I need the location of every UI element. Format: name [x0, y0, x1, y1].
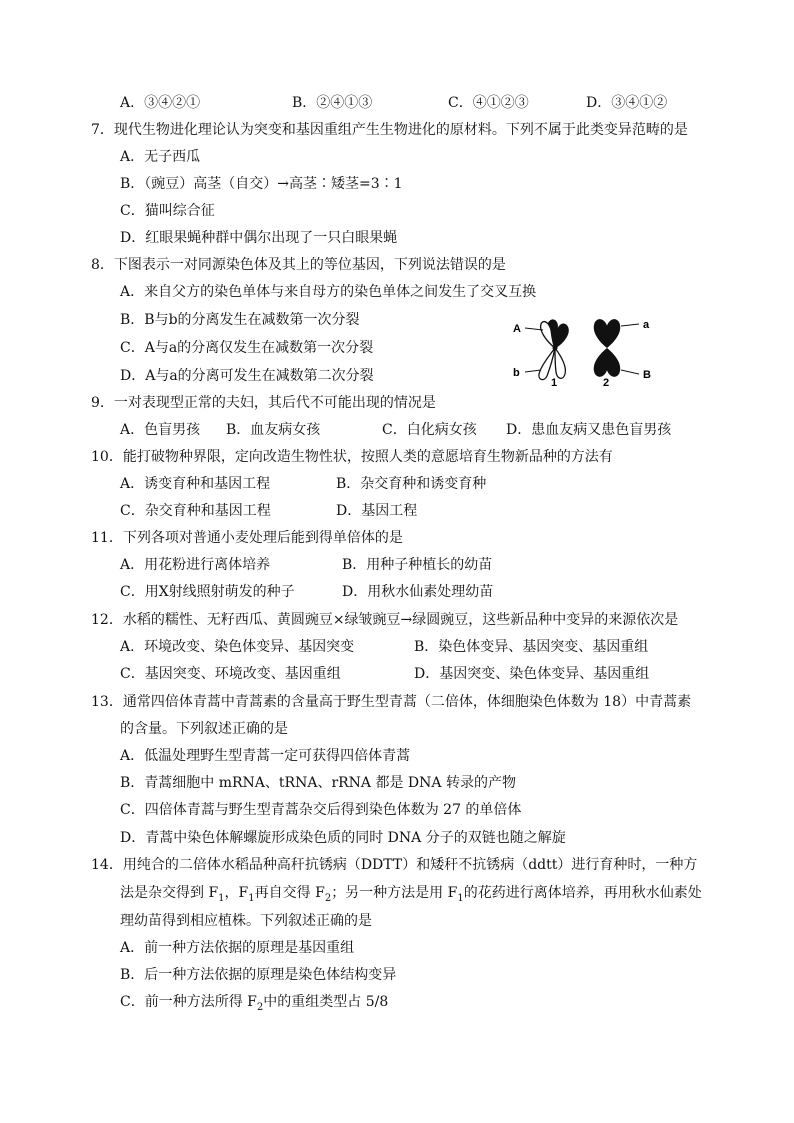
- q8-option-d: D．A与a的分离可发生在减数第二次分裂: [120, 368, 374, 384]
- q9-option-c: C．白化病女孩: [382, 422, 477, 438]
- chromosome-2: [594, 319, 639, 377]
- q13-option-a: A．低温处理野生型青蒿一定可获得四倍体青蒿: [120, 748, 411, 764]
- q8-option-c: C．A与a的分离仅发生在减数第一次分裂: [120, 340, 374, 356]
- q7-option-c: C．猫叫综合征: [120, 203, 215, 219]
- q9-stem: 9．一对表现型正常的夫妇，其后代不可能出现的情况是: [91, 395, 436, 411]
- figure-label-2: 2: [603, 377, 610, 387]
- q9-option-d: D．患血友病又患色盲男孩: [506, 422, 672, 438]
- figure-label-b: b: [513, 367, 520, 379]
- chromosome-1: [525, 320, 568, 380]
- q13-stem-line2: 的含量。下列叙述正确的是: [120, 721, 288, 737]
- figure-label-B: B: [643, 369, 651, 381]
- q6-option-d: D．③④①②: [586, 95, 668, 111]
- q14-option-b: B．后一种方法依据的原理是染色体结构变异: [120, 967, 397, 983]
- q6-option-c: C．④①②③: [448, 95, 529, 111]
- q10-option-d: D．基因工程: [336, 503, 418, 519]
- q7-option-b: B．（豌豆）高茎（自交）→高茎∶矮茎=3∶1: [120, 176, 403, 192]
- q13-option-c: C．四倍体青蒿与野生型青蒿杂交后得到染色体数为 27 的单倍体: [120, 802, 522, 818]
- q11-option-b: B．用种子种植长的幼苗: [342, 557, 493, 573]
- q8-option-a: A．来自父方的染色单体与来自母方的染色单体之间发生了交叉互换: [120, 284, 537, 300]
- q12-option-b: B．染色体变异、基因突变、基因重组: [414, 639, 649, 655]
- q9-option-a: A．色盲男孩: [120, 422, 201, 438]
- q12-option-a: A．环境改变、染色体变异、基因突变: [120, 639, 355, 655]
- q6-option-b: B．②④①③: [292, 95, 373, 111]
- q10-stem: 10．能打破物种界限，定向改造生物性状，按照人类的意愿培育生物新品种的方法有: [91, 449, 613, 465]
- q8-option-b: B．B与b的分离发生在减数第一次分裂: [120, 312, 360, 328]
- q13-stem-line1: 13．通常四倍体青蒿中青蒿素的含量高于野生型青蒿（二倍体，体细胞染色体数为 18）中青蒿素: [91, 694, 692, 710]
- q8-stem: 8．下图表示一对同源染色体及其上的等位基因，下列说法错误的是: [91, 257, 506, 273]
- q9-option-b: B．血友病女孩: [226, 422, 321, 438]
- q11-option-d: D．用秋水仙素处理幼苗: [342, 584, 494, 600]
- q14-stem-line2: 法是杂交得到 $F_1$，$F_1$再自交得 $F_2$；另一种方法是用 $F_1$的花药进行离体培养，再用秋水仙素处: [120, 885, 702, 904]
- q14-option-a: A．前一种方法依据的原理是基因重组: [120, 940, 355, 956]
- q13-option-d: D．青蒿中染色体解螺旋形成染色质的同时 DNA 分子的双链也随之解旋: [120, 830, 566, 846]
- q7-stem: 7．现代生物进化理论认为突变和基因重组产生生物进化的原材料。下列不属于此类变异范畴的是: [91, 122, 688, 138]
- q11-option-c: C．用X射线照射萌发的种子: [120, 584, 295, 600]
- figure-label-a: a: [643, 319, 650, 331]
- q10-option-b: B．杂交育种和诱变育种: [336, 476, 487, 492]
- q11-option-a: A．用花粉进行离体培养: [120, 557, 271, 573]
- chromosome-figure: [505, 312, 665, 387]
- q6-option-a: A．③④②①: [120, 95, 201, 111]
- q12-option-c: C．基因突变、环境改变、基因重组: [120, 666, 341, 682]
- q12-stem: 12．水稻的糯性、无籽西瓜、黄圆豌豆×绿皱豌豆→绿圆豌豆，这些新品种中变异的来源依次是: [91, 612, 679, 628]
- q13-option-b: B．青蒿细胞中 mRNA、tRNA、rRNA 都是 DNA 转录的产物: [120, 775, 516, 791]
- q14-stem-line1: 14．用纯合的二倍体水稻品种高秆抗锈病（DDTT）和矮秆不抗锈病（ddtt）进行育种时，一种方: [91, 857, 698, 873]
- q12-option-d: D．基因突变、染色体变异、基因重组: [414, 666, 650, 682]
- figure-label-A: A: [513, 323, 521, 335]
- q14-option-c: C．前一种方法所得 $F_2$中的重组类型占 5/8: [120, 994, 389, 1013]
- q10-option-c: C．杂交育种和基因工程: [120, 503, 271, 519]
- q7-option-d: D．红眼果蝇种群中偶尔出现了一只白眼果蝇: [120, 230, 398, 246]
- q10-option-a: A．诱变育种和基因工程: [120, 476, 271, 492]
- figure-label-1: 1: [551, 377, 558, 387]
- q14-stem-line3: 理幼苗得到相应植株。下列叙述正确的是: [120, 913, 372, 929]
- q11-stem: 11．下列各项对普通小麦处理后能到得单倍体的是: [91, 530, 403, 546]
- q7-option-a: A．无子西瓜: [120, 149, 201, 165]
